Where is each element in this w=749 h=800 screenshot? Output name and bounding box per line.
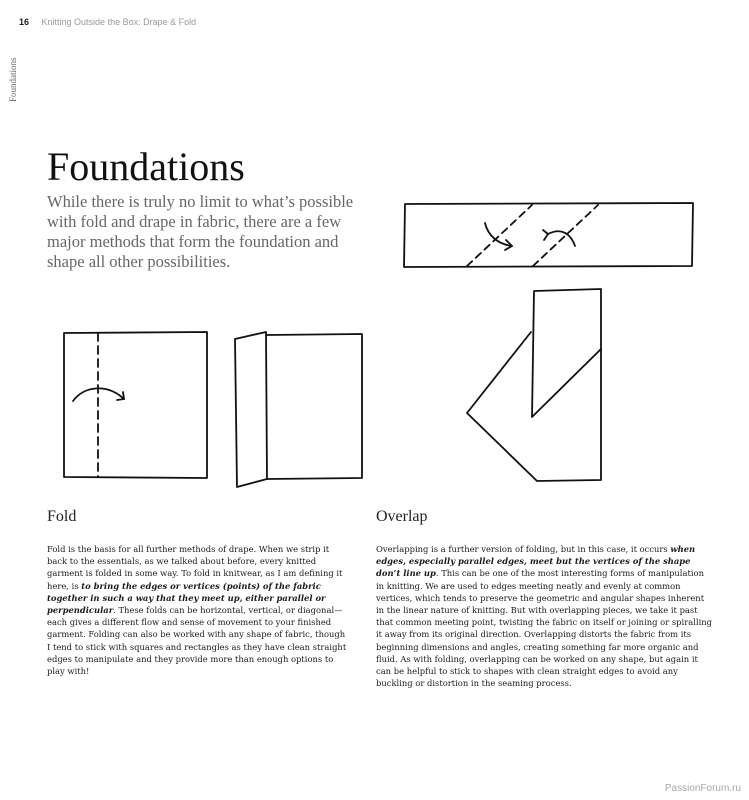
dashed-fold-line-left: [467, 205, 532, 266]
fold-body: [47, 543, 349, 677]
overlap-heading: Overlap: [376, 508, 428, 525]
fold-square-diagram: [60, 329, 212, 482]
overlap-strip-diagram: [400, 198, 700, 272]
running-header: [19, 17, 196, 27]
page-title: Foundations: [47, 144, 245, 189]
fold-body-rest: . These folds can be horizontal, vertical, or diagonal—each gives a different flow and sense of movement to your finished garment. Folding can also be worked with any shape of fabric, though I tend to stick with squares and rectangles as they have clean straight edges to manipulate and they provide more than enough options to play with!: [47, 605, 347, 677]
twist-top-panel: [532, 289, 601, 417]
watermark: PassionForum.ru: [664, 783, 741, 794]
page-number: 16: [19, 17, 30, 27]
twist-bottom-panel: [467, 332, 601, 481]
fold-body-lead: Fold is the basis for all further methods of drape. When we strip it back to the essentials, as we talked about before, every knitted garment is folded in some way. To fold in knitwear, as I am defining it here, is: [47, 544, 343, 591]
back-panel: [266, 334, 362, 479]
fold-panel-diagram: [229, 329, 369, 491]
folded-flap: [235, 332, 267, 487]
intro-text: While there is truly no limit to what’s possible with fold and drape in fabric, there are a few major methods that form the foundation and shape all other possibilities.: [47, 192, 354, 271]
dashed-fold-line-right: [533, 205, 598, 266]
strip-outline: [404, 203, 693, 267]
overlap-twist-diagram: [462, 287, 612, 487]
overlap-body-lead: Overlapping is a further version of folding, but in this case, it occurs: [376, 544, 671, 554]
running-title: Knitting Outside the Box: Drape & Fold: [41, 17, 197, 27]
overlap-body-emphasis: when edges, especially parallel edges, meet but the vertices of the shape don’t line up: [376, 544, 696, 579]
side-tab: Foundations: [8, 57, 18, 102]
twist-arrow-right-head: [543, 230, 548, 240]
overlap-body: [376, 543, 714, 689]
fold-body-emphasis: to bring the edges or vertices (points) of the fabric together in such a way that they meet up, either parallel or perpendicular: [47, 580, 326, 616]
fold-heading: Fold: [47, 508, 77, 525]
overlap-body-rest: . This can be one of the most interesting forms of manipulation in knitting. We are used to edges meeting neatly and evenly at common vertices, which tends to preserve the geometric and angular shapes inherent in the linear nature of knitting. But with overlapping pieces, we take it past that common meeting point, twisting the fabric on itself or joining or spiralling it away from its original direction. Overlapping distorts the fabric from its beginning dimensions and angles, creating something far more organic and fluid. As with folding, overlapping can be worked on any shape, but again it can be helpful to stick to shapes with clean straight edges to avoid any buckling or distortion in the seaming process.: [376, 568, 712, 689]
square-outline: [64, 332, 207, 478]
